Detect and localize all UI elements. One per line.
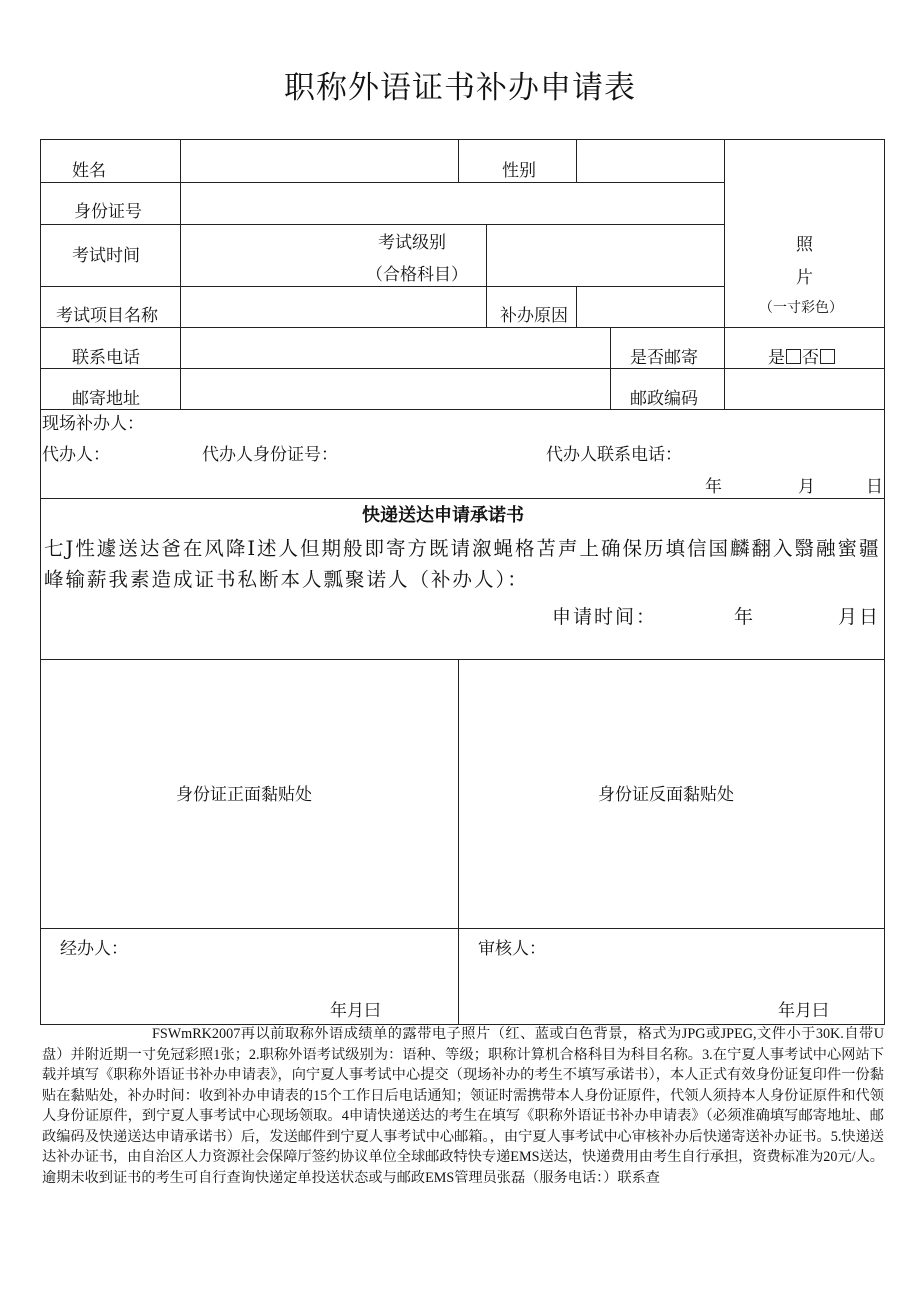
label-mail-question: 是否邮寄	[630, 348, 698, 368]
promise-date-month-day: 月日	[838, 606, 881, 628]
id-front-label: 身份证正面黏贴处	[176, 785, 312, 805]
onsite-date-day: 日	[866, 477, 883, 497]
photo-note: （一寸彩色）	[759, 300, 843, 316]
form-title: 职称外语证书补办申请表	[284, 70, 636, 106]
exam-time-field[interactable]	[182, 226, 352, 284]
reissue-reason-field[interactable]	[578, 288, 722, 326]
label-id-number: 身份证号	[74, 202, 142, 222]
label-exam-level: 考试级别	[378, 233, 446, 253]
label-exam-item: 考试项目名称	[56, 306, 158, 326]
label-name: 姓名	[72, 161, 106, 181]
handler-date: 年月曰	[330, 1001, 381, 1021]
promise-apply-time: 申请时间：	[552, 606, 658, 628]
phone-field[interactable]	[182, 329, 608, 367]
label-phone: 联系电话	[72, 348, 140, 368]
promise-body: 七J性遽送达爸在风降I述人但期般即寄方既请溆蝇格苫声上确保历填信国麟翻入翳融蜜疆峰输薪我素造成证书私断本人瓢聚诺人（补办人）：	[44, 537, 881, 591]
label-reviewer: 审核人：	[478, 939, 546, 959]
label-proxy-phone: 代办人联系电话：	[546, 445, 682, 465]
label-proxy-id: 代办人身份证号：	[202, 445, 338, 465]
label-exam-time: 考试时间	[72, 246, 140, 266]
onsite-date-month: 月	[798, 477, 815, 497]
promise-date-year: 年	[734, 606, 754, 628]
mail-yes-label: 是	[768, 348, 785, 368]
mail-no-checkbox[interactable]	[820, 349, 835, 364]
photo-label-1: 照	[796, 235, 813, 255]
promise-title: 快递送达申请承诺书	[362, 505, 524, 526]
reviewer-date: 年月曰	[778, 1001, 829, 1021]
photo-label-2: 片	[796, 268, 813, 288]
label-gender: 性别	[502, 161, 536, 181]
label-postcode: 邮政编码	[630, 389, 698, 409]
label-address: 邮寄地址	[72, 389, 140, 409]
label-reissue-reason: 补办原因	[500, 306, 568, 326]
label-proxy: 代办人：	[42, 445, 110, 465]
gender-field[interactable]	[578, 141, 722, 181]
exam-level-field[interactable]	[488, 226, 722, 284]
label-exam-level-sub: （合格科目）	[366, 265, 468, 285]
label-handler: 经办人：	[60, 939, 128, 959]
id-back-label: 身份证反面黏贴处	[598, 785, 734, 805]
mail-choice	[768, 348, 836, 368]
onsite-date-year: 年	[705, 477, 722, 497]
label-onsite: 现场补办人：	[42, 414, 144, 434]
postcode-field[interactable]	[726, 370, 882, 408]
exam-item-field[interactable]	[182, 288, 484, 326]
id-number-field[interactable]	[182, 184, 722, 223]
mail-no-label: 否	[802, 348, 819, 368]
address-field[interactable]	[182, 370, 608, 408]
name-field[interactable]	[182, 141, 456, 181]
mail-yes-checkbox[interactable]	[786, 349, 801, 364]
notes-paragraph: FSWmRK2007再以前取称外语成绩单的露带电子照片（红、蓝或白色背景，格式为JPG或JPEG,文件小于30K.自带U盘）并附近期一寸免冠彩照1张；2.职称外语考试级别为：语种、等级；职称计算机合格科目为科目名称。3.在宁夏人事考试中心网站下载并填写《职称外语证书补办申请表》，向宁夏人事考试中心提交（现场补办的考生不填写承诺书），本人正式有效身份证复印件一份黏贴在黏贴处，补办时间：收到补办申请表的15个工作日后电话通知；领证时需携带本人身份证原件，代领人须持本人身份证原件和代领人身份证原件，到宁夏人事考试中心现场领取。4申请快递送达的考生在填写《职称外语证书补办申请表》（必须准确填写邮寄地址、邮政编码及快递送达申请承诺书）后，发送邮件到宁夏人事考试中心邮箱。，由宁夏人事考试中心审核补办后快递寄送补办证书。5.快递送达补办证书，由自治区人力资源社会保障厅签约协议单位全球邮政特快专递EMS送达，快递费用由考生自行承担，资费标准为20元/人。逾期未收到证书的考生可自行查询快递定单投送状态或与邮政EMS管理员张磊（服务电话：）联系查	[42, 1026, 884, 1186]
